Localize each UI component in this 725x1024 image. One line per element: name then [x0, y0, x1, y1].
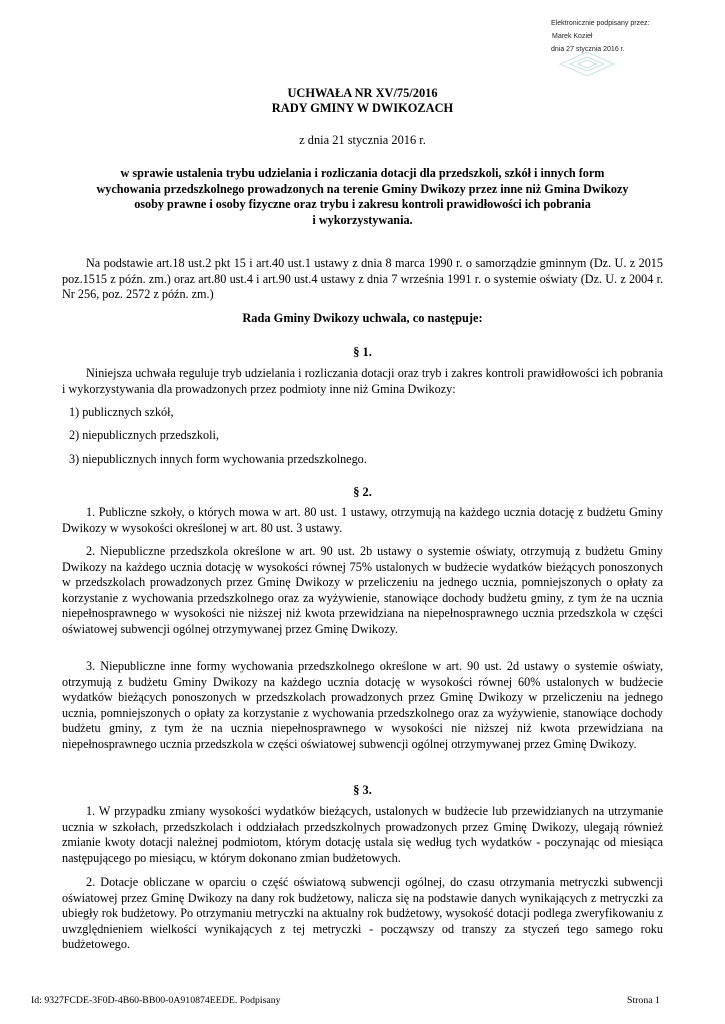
page-number: Strona 1: [627, 995, 660, 1006]
title-line-2: RADY GMINY W DWIKOZACH: [271, 101, 454, 115]
signature-seal-icon: [556, 49, 618, 79]
list-item: 3) niepublicznych innych form wychowania przedszkolnego.: [69, 452, 367, 466]
resolution-date: z dnia 21 stycznia 2016 r.: [299, 133, 426, 147]
signer-name: Marek Kozieł: [552, 33, 593, 40]
legal-basis-paragraph: Na podstawie art.18 ust.2 pkt 15 i art.40 ust.1 ustawy z dnia 8 marca 1990 r. o samorządzie gminnym (Dz. U. z 2015 poz.1515 z późn. zm.) oraz art.80 ust.4 i art.90 ust.4 ustawy z dnia 7 września 1991 r. o systemie oświaty (Dz. U. z 2004 r. Nr 256, poz. 2572 z późn. zm.): [62, 256, 663, 301]
section-3-paragraph-1: 1. W przypadku zmiany wysokości wydatków bieżących, ustalonych w budżecie lub przewidzianych na utrzymanie ucznia w szkołach, przedszkolach i oddziałach przedszkolnych prowadzonych przez Gminę Dwikozy, ulegają również zmianie kwoty dotacji należnej podmiotom, którym dotację ustala się według tych wydatków - poczynając od miesiąca następującego po miesiącu, w którym dokonano zmian budżetowych.: [62, 804, 663, 865]
list-item: 2) niepublicznych przedszkoli,: [69, 428, 219, 442]
section-2-paragraph-2: 2. Niepubliczne przedszkola określone w art. 90 ust. 2b ustawy o systemie oświaty, otrzymują z budżetu Gminy Dwikozy na każdego ucznia dotację w wysokości równej 75% ustalonych w budżecie wydatków bieżących ponoszonych w przedszkolach prowadzonych przez Gminę Dwikozy w przeliczeniu na jednego ucznia, pomniejszonych o opłaty za korzystanie z wychowania przedszkolnego oraz za wyżywienie, stanowiące dochody budżetu gminy, z tym że na ucznia niepełnosprawnego w wysokości nie niższej niż kwota przewidziana na niepełnosprawnego ucznia przedszkola w części oświatowej subwencji ogólnej otrzymywanej przez Gminę Dwikozy.: [62, 544, 663, 636]
section-2-heading: § 2.: [353, 485, 372, 499]
section-2-paragraph-1: 1. Publiczne szkoły, o których mowa w art. 80 ust. 1 ustawy, otrzymują na każdego ucznia dotację z budżetu Gminy Dwikozy w wysokości określonej w art. 80 ust. 3 ustawy.: [62, 505, 663, 535]
signature-date: dnia 27 stycznia 2016 r.: [551, 46, 625, 53]
subject-line-2: wychowania przedszkolnego prowadzonych na terenie Gminy Dwikozy przez inne niż Gmina Dwikozy: [96, 181, 629, 196]
list-item: 1) publicznych szkół,: [69, 405, 174, 419]
subject-line-1: w sprawie ustalenia trybu udzielania i rozliczania dotacji dla przedszkoli, szkół i innych form: [120, 166, 605, 180]
document-id: Id: 9327FCDE-3F0D-4B60-BB00-0A910874EEDE. Podpisany: [31, 995, 281, 1006]
subject-line-4: i wykorzystywania.: [312, 212, 413, 227]
section-3-paragraph-2: 2. Dotacje obliczane w oparciu o część oświatową subwencji ogólnej, do czasu otrzymania metryczki subwencji oświatowej przez Gminę Dwikozy na dany rok budżetowy, nalicza się na podstawie danych wynikających z metryczki za ubiegły rok budżetowy. Po otrzymaniu metryczki na aktualny rok budżetowy, wysokość dotacji podlega zweryfikowaniu z uwzględnieniem wielkości wynikających z tej metryczki - począwszy od transzy za styczeń tego samego roku budżetowego.: [62, 875, 663, 951]
section-3-heading: § 3.: [353, 783, 372, 797]
section-1-heading: § 1.: [353, 345, 372, 359]
resolves-statement: Rada Gminy Dwikozy uchwala, co następuje:: [242, 311, 483, 325]
resolution-subject: [62, 166, 663, 228]
signature-label: Elektronicznie podpisany przez:: [551, 20, 650, 27]
title-line-1: UCHWAŁA NR XV/75/2016: [287, 86, 438, 100]
subject-line-3: osoby prawne i osoby fizyczne oraz trybu i zakresu kontroli prawidłowości ich pobrania: [134, 197, 591, 211]
section-2-paragraph-3: 3. Niepubliczne inne formy wychowania przedszkolnego określone w art. 90 ust. 2d ustawy o systemie oświaty, otrzymują z budżetu Gminy Dwikozy na każdego ucznia dotację w wysokości równej 60% ustalonych w budżecie wydatków bieżących ponoszonych w przedszkolach prowadzonych przez Gminę Dwikozy w przeliczeniu na jednego ucznia, pomniejszonych o opłaty za korzystanie z wychowania przedszkolnego oraz za wyżywienie, stanowiące dochody budżetu gminy, z tym że na ucznia niepełnosprawnego w wysokości nie niższej niż kwota przewidziana na niepełnosprawnego ucznia przedszkola w części oświatowej subwencji ogólnej otrzymywanej przez Gminę Dwikozy.: [62, 659, 663, 751]
resolution-title: [62, 86, 663, 116]
section-1-intro: Niniejsza uchwała reguluje tryb udzielania i rozliczania dotacji oraz tryb i zakres kontroli prawidłowości ich pobrania i wykorzystywania dla prowadzonych przez podmioty inne niż Gmina Dwikozy:: [62, 366, 663, 396]
